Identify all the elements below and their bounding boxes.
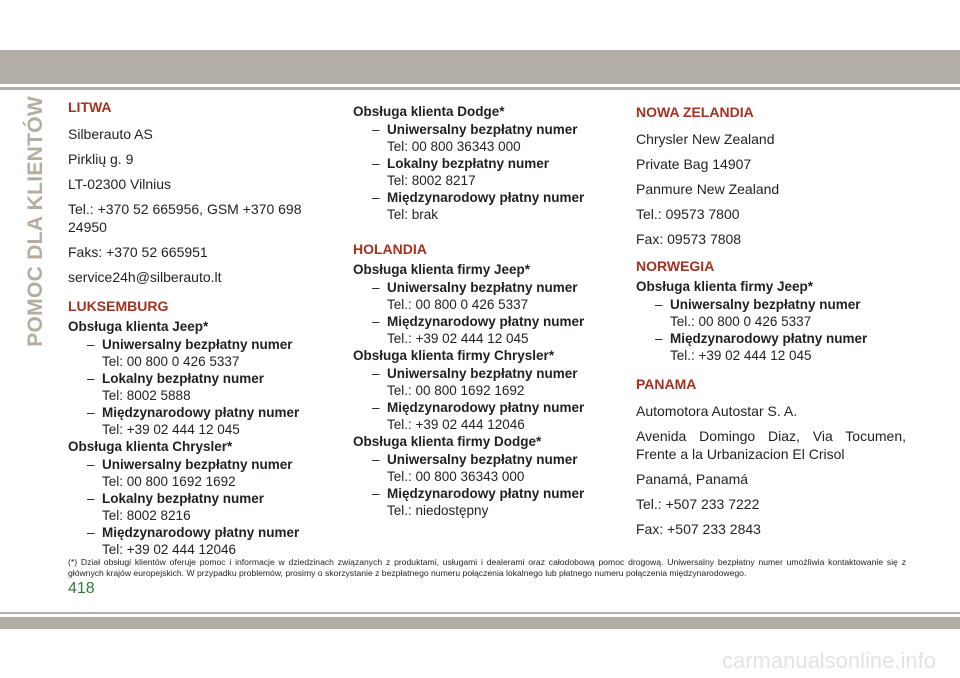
page-number: 418	[68, 580, 95, 597]
contact-label: Uniwersalny bezpłatny numer	[387, 452, 578, 467]
contact-value: Tel.: 00 800 36343 000	[387, 469, 525, 484]
contact-label: Uniwersalny bezpłatny numer	[102, 457, 293, 472]
column-3	[636, 104, 906, 545]
group-title: Obsługa klienta firmy Chrysler*	[353, 348, 555, 363]
nz-line: Fax: 09573 7808	[636, 231, 742, 247]
section-title-litwa: LITWA	[68, 99, 112, 115]
contact-value: Tel: 00 800 36343 000	[387, 139, 521, 154]
group-title: Obsługa klienta firmy Jeep*	[636, 279, 814, 294]
contact-label: Międzynarodowy płatny numer	[102, 405, 300, 420]
group-title: Obsługa klienta firmy Dodge*	[353, 434, 542, 449]
group-title: Obsługa klienta firmy Jeep*	[353, 262, 531, 277]
column-2	[353, 103, 615, 519]
contact-value: Tel: +39 02 444 12 045	[102, 422, 240, 437]
contact-label: Międzynarodowy płatny numer	[387, 190, 585, 205]
contact-label: Uniwersalny bezpłatny numer	[387, 122, 578, 137]
footer-rule	[0, 612, 960, 614]
group-title: Obsługa klienta Jeep*	[68, 319, 209, 334]
contact-value: Tel: 8002 5888	[102, 388, 191, 403]
contact-value: Tel.: +39 02 444 12 045	[670, 348, 812, 363]
contact-item: – Uniwersalny bezpłatny numer Tel.: 00 800 0 426 5337	[636, 296, 906, 330]
contact-label: Międzynarodowy płatny numer	[387, 314, 585, 329]
contact-value: Tel.: +39 02 444 12 045	[387, 331, 529, 346]
contact-item: – Międzynarodowy płatny numer Tel: +39 02 444 12046	[68, 524, 338, 558]
nz-line: Panmure New Zealand	[636, 181, 780, 197]
panama-line: Tel.: +507 233 7222	[636, 496, 760, 512]
contact-value: Tel: brak	[387, 207, 439, 222]
contact-value: Tel.: +39 02 444 12046	[387, 417, 525, 432]
contact-label: Międzynarodowy płatny numer	[102, 525, 300, 540]
contact-label: Uniwersalny bezpłatny numer	[387, 366, 578, 381]
section-title-nowa-zelandia: NOWA ZELANDIA	[636, 104, 754, 120]
contact-value: Tel.: 00 800 0 426 5337	[387, 297, 529, 312]
litwa-line: Pirklių g. 9	[68, 151, 134, 167]
contact-item: – Lokalny bezpłatny numer Tel: 8002 8217	[353, 155, 615, 189]
contact-item: – Lokalny bezpłatny numer Tel: 8002 8216	[68, 490, 338, 524]
litwa-line: LT-02300 Vilnius	[68, 176, 171, 192]
section-title-panama: PANAMA	[636, 376, 697, 392]
watermark: carmanualsonline.info	[721, 648, 936, 673]
sidebar-title-text: POMOC DLA KLIENTÓW	[24, 96, 47, 347]
contact-item: – Międzynarodowy płatny numer Tel: +39 02 444 12 045	[68, 404, 338, 438]
contact-item: – Uniwersalny bezpłatny numer Tel.: 00 800 1692 1692	[353, 365, 615, 399]
contact-item: – Międzynarodowy płatny numer Tel.: +39 02 444 12 045	[353, 313, 615, 347]
litwa-line: Tel.: +370 52 665956, GSM +370 698 24950	[68, 201, 302, 235]
contact-item: – Lokalny bezpłatny numer Tel: 8002 5888	[68, 370, 338, 404]
sidebar-vertical-title	[18, 96, 54, 376]
contact-label: Lokalny bezpłatny numer	[102, 491, 265, 506]
nz-line: Chrysler New Zealand	[636, 131, 775, 147]
footnote: (*) Dział obsługi klientów oferuje pomoc i informacje w dziedzinach związanych z produktami, usługami i dealerami oraz całodobową pomoc drogową. Uniwersalny bezpłatny numer umożliwia kontaktowanie się z głównych krajów europejskich. W przypadku problemów, prosimy o skorzystanie z bezpłatnego numeru połączenia lokalnego lub płatnego numeru połączenia międzynarodowego.	[68, 557, 906, 578]
contact-value: Tel: 00 800 1692 1692	[102, 474, 236, 489]
contact-value: Tel.: niedostępny	[387, 503, 489, 518]
group-title: Obsługa klienta Chrysler*	[68, 439, 233, 454]
contact-item: – Uniwersalny bezpłatny numer Tel: 00 800 1692 1692	[68, 456, 338, 490]
contact-value: Tel.: 00 800 0 426 5337	[670, 314, 812, 329]
panama-line: Automotora Autostar S. A.	[636, 403, 798, 419]
contact-item: – Międzynarodowy płatny numer Tel.: niedostępny	[353, 485, 615, 519]
nz-line: Private Bag 14907	[636, 156, 752, 172]
litwa-line: Silberauto AS	[68, 126, 153, 142]
contact-item: – Uniwersalny bezpłatny numer Tel.: 00 800 0 426 5337	[353, 279, 615, 313]
contact-label: Międzynarodowy płatny numer	[670, 331, 868, 346]
panama-line: Panamá, Panamá	[636, 471, 749, 487]
contact-item: – Międzynarodowy płatny numer Tel.: +39 02 444 12046	[353, 399, 615, 433]
header-band	[0, 50, 960, 84]
footer-band	[0, 617, 960, 629]
contact-label: Lokalny bezpłatny numer	[387, 156, 550, 171]
header-rule	[0, 87, 960, 90]
contact-item: – Uniwersalny bezpłatny numer Tel: 00 800 0 426 5337	[68, 336, 338, 370]
contact-label: Lokalny bezpłatny numer	[102, 371, 265, 386]
panama-line: Avenida Domingo Diaz, Via Tocumen, Frente a la Urbanizacion El Crisol	[636, 428, 906, 462]
section-title-luksemburg: LUKSEMBURG	[68, 298, 169, 314]
contact-label: Międzynarodowy płatny numer	[387, 400, 585, 415]
contact-item: – Międzynarodowy płatny numer Tel: brak	[353, 189, 615, 223]
contact-value: Tel: 8002 8217	[387, 173, 476, 188]
contact-label: Uniwersalny bezpłatny numer	[387, 280, 578, 295]
contact-item: – Uniwersalny bezpłatny numer Tel: 00 800 36343 000	[353, 121, 615, 155]
nz-line: Tel.: 09573 7800	[636, 206, 740, 222]
group-title: Obsługa klienta Dodge*	[353, 104, 505, 119]
contact-label: Międzynarodowy płatny numer	[387, 486, 585, 501]
contact-item: – Międzynarodowy płatny numer Tel.: +39 02 444 12 045	[636, 330, 906, 364]
panama-line: Fax: +507 233 2843	[636, 521, 761, 537]
contact-item: – Uniwersalny bezpłatny numer Tel.: 00 800 36343 000	[353, 451, 615, 485]
column-1	[68, 99, 338, 558]
contact-value: Tel: 8002 8216	[102, 508, 191, 523]
contact-label: Uniwersalny bezpłatny numer	[102, 337, 293, 352]
contact-label: Uniwersalny bezpłatny numer	[670, 297, 861, 312]
litwa-email: service24h@silberauto.lt	[68, 269, 222, 285]
contact-value: Tel.: 00 800 1692 1692	[387, 383, 525, 398]
contact-value: Tel: +39 02 444 12046	[102, 542, 236, 557]
litwa-line: Faks: +370 52 665951	[68, 244, 208, 260]
contact-value: Tel: 00 800 0 426 5337	[102, 354, 240, 369]
section-title-holandia: HOLANDIA	[353, 241, 427, 257]
section-title-norwegia: NORWEGIA	[636, 258, 715, 274]
